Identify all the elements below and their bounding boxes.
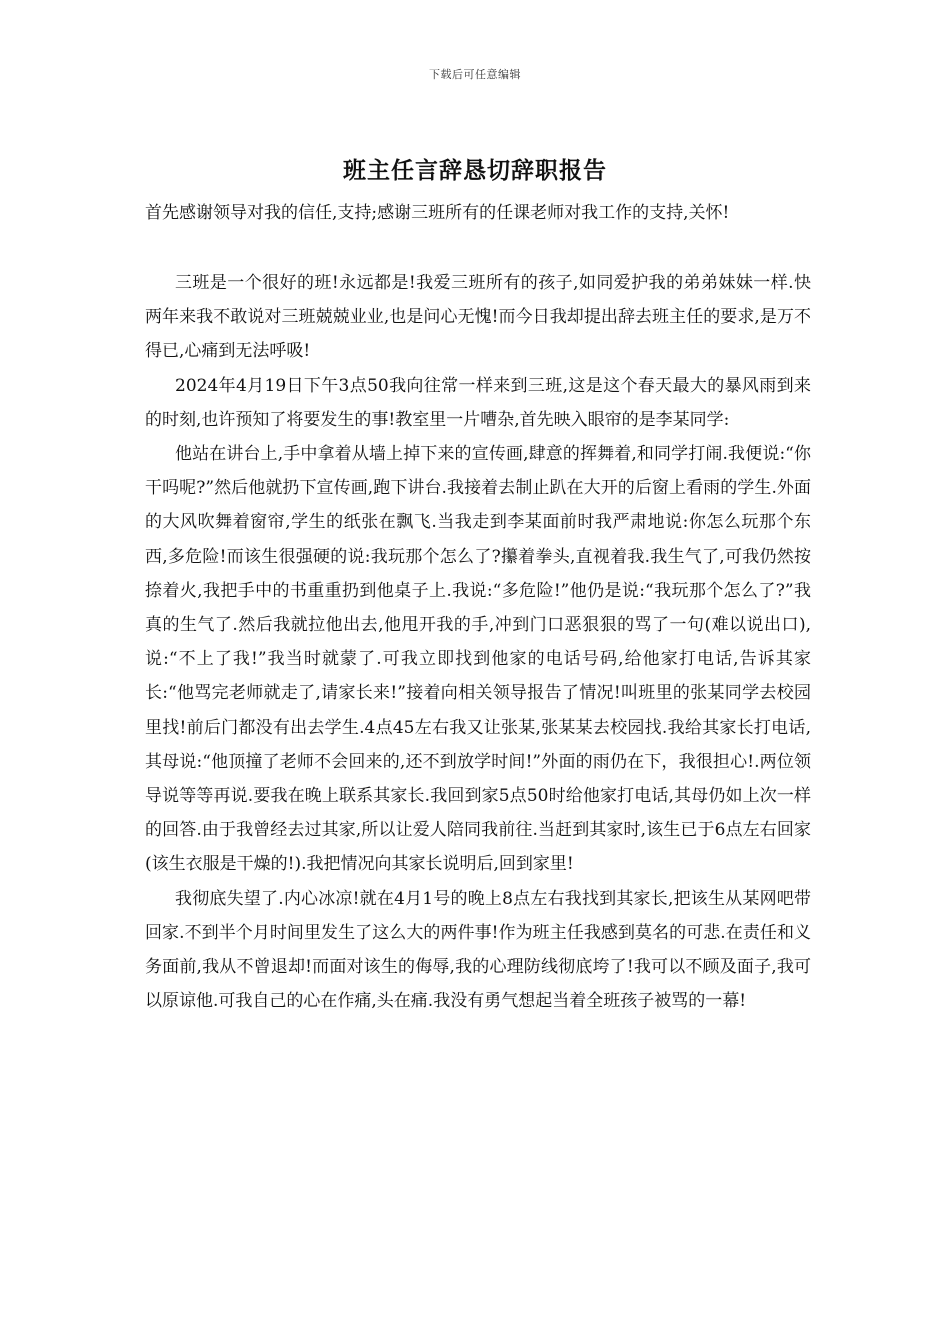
body-paragraph: 三班是一个很好的班!永远都是!我爱三班所有的孩子,如同爱护我的弟弟妹妹一样.快两年来我不敢说对三班兢兢业业,也是问心无愧!而今日我却提出辞去班主任的要求,是万不得已,心痛到无法呼吸! xyxy=(145,273,811,362)
body-paragraph: 2024年4月19日下午3点50我向往常一样来到三班,这是这个春天最大的暴风雨到来的时刻,也许预知了将要发生的事!教室里一片嘈杂,首先映入眼帘的是李某同学: xyxy=(145,375,811,430)
document-title: 班主任言辞恳切辞职报告 xyxy=(343,157,607,184)
header-watermark: 下载后可任意编辑 xyxy=(429,68,521,81)
body-paragraph: 我彻底失望了.内心冰凉!就在4月1号的晚上8点左右我找到其家长,把该生从某网吧带回家.不到半个月时间里发生了这么大的两件事!作为班主任我感到莫名的可悲.在责任和义务面前,我从不曾退却!而面对该生的侮辱,我的心理防线彻底垮了!我可以不顾及面子,我可以原谅他.可我自己的心在作痛,头在痛.我没有勇气想起当着全班孩子被骂的一幕! xyxy=(145,888,811,1012)
body-paragraph: 他站在讲台上,手中拿着从墙上掉下来的宣传画,肆意的挥舞着,和同学打闹.我便说:“你干吗呢?”然后他就扔下宣传画,跑下讲台.我接着去制止趴在大开的后窗上看雨的学生.外面的大风吹舞着窗帘,学生的纸张在飘飞.当我走到李某面前时我严肃地说:你怎么玩那个东西,多危险!而该生很强硬的说:我玩那个怎么了?攥着拳头,直视着我.我生气了,可我仍然按捺着火,我把手中的书重重扔到他桌子上.我说:“多危险!”他仍是说:“我玩那个怎么了?”我真的生气了.然后我就拉他出去,他甩开我的手,冲到门口恶狠狠的骂了一句(难以说出口),说:“不上了我!”我当时就蒙了.可我立即找到他家的电话号码,给他家打电话,告诉其家长:“他骂完老师就走了,请家长来!”接着向相关领导报告了情况!叫班里的张某同学去校园里找!前后门都没有出去学生.4点45左右我又让张某,张某某去校园找.我给其家长打电话,其母说:“他顶撞了老师不会回来的,还不到放学时间!”外面的雨仍在下，我很担心!.两位领导说等等再说.要我在晚上联系其家长.我回到家5点50时给他家打电话,其母仍如上次一样的回答.由于我曾经去过其家,所以让爱人陪同我前往.当赶到其家时,该生已于6点左右回家(该生衣服是干燥的!).我把情况向其家长说明后,回到家里! xyxy=(145,444,811,875)
document-body xyxy=(145,266,811,1018)
intro-paragraph: 首先感谢领导对我的信任,支持;感谢三班所有的任课老师对我工作的支持,关怀! xyxy=(145,203,730,223)
